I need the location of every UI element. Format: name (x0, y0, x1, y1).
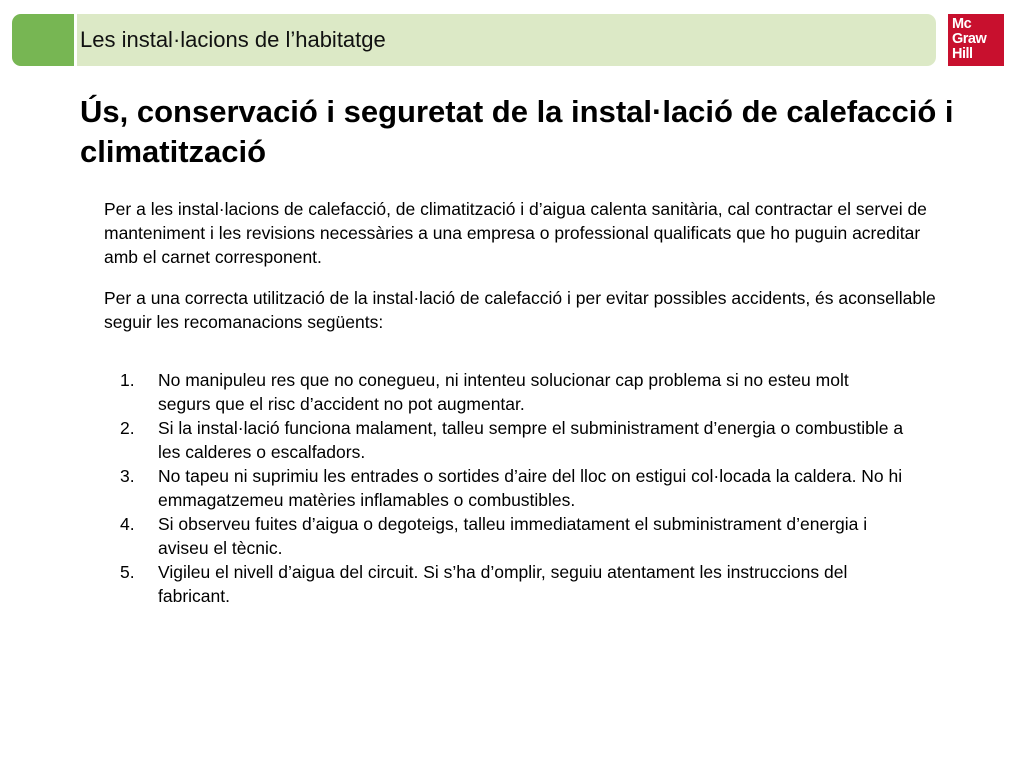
list-item (104, 464, 904, 512)
header-bar (12, 14, 936, 66)
list-item-number: 4. (120, 514, 135, 534)
list-item-text: Si observeu fuites d’aigua o degoteigs, talleu immediatament el subministrament d’energia i aviseu el tècnic. (158, 514, 868, 558)
intro-paragraph: Per a les instal·lacions de calefacció, de climatització i d’aigua calenta sanitària, cal contractar el servei de manteniment i les revisions necessàries a una empresa o professional qualificats que ho puguin acreditar amb el carnet corresponent. (104, 199, 927, 267)
recommendations-list (104, 368, 904, 608)
header-title: Les instal·lacions de l’habitatge (80, 27, 386, 52)
header-accent-block (12, 14, 74, 66)
logo-line-2: Graw (952, 31, 987, 47)
recommendations-intro-paragraph: Per a una correcta utilització de la instal·lació de calefacció i per evitar possibles accidents, és aconsellable seguir les recomanacions següents: (104, 288, 936, 332)
logo-line-3: Hill (952, 46, 973, 62)
mcgraw-hill-logo (948, 14, 1004, 66)
list-item (104, 416, 904, 464)
list-item-text: Vigileu el nivell d’aigua del circuit. Si s’ha d’omplir, seguiu atentament les instruccions del fabricant. (158, 562, 848, 606)
slide-title: Ús, conservació i seguretat de la instal·lació de calefacció i climatització (80, 94, 954, 169)
list-item-number: 3. (120, 466, 135, 486)
list-item-number: 2. (120, 418, 135, 438)
list-item-text: Si la instal·lació funciona malament, talleu sempre el subministrament d’energia o combustible a les calderes o escalfadors. (158, 418, 904, 462)
list-item-number: 5. (120, 562, 135, 582)
list-item-text: No tapeu ni suprimiu les entrades o sortides d’aire del lloc on estigui col·locada la caldera. No hi emmagatzemeu matèries inflamables o combustibles. (158, 466, 903, 510)
header-divider (74, 14, 77, 66)
list-item-text: No manipuleu res que no conegueu, ni intenteu solucionar cap problema si no esteu molt segurs que el risc d’accident no pot augmentar. (158, 370, 849, 414)
list-item-number: 1. (120, 370, 135, 390)
logo-line-1: Mc (952, 16, 972, 32)
list-item (104, 368, 904, 416)
list-item (104, 560, 904, 608)
list-item (104, 512, 904, 560)
